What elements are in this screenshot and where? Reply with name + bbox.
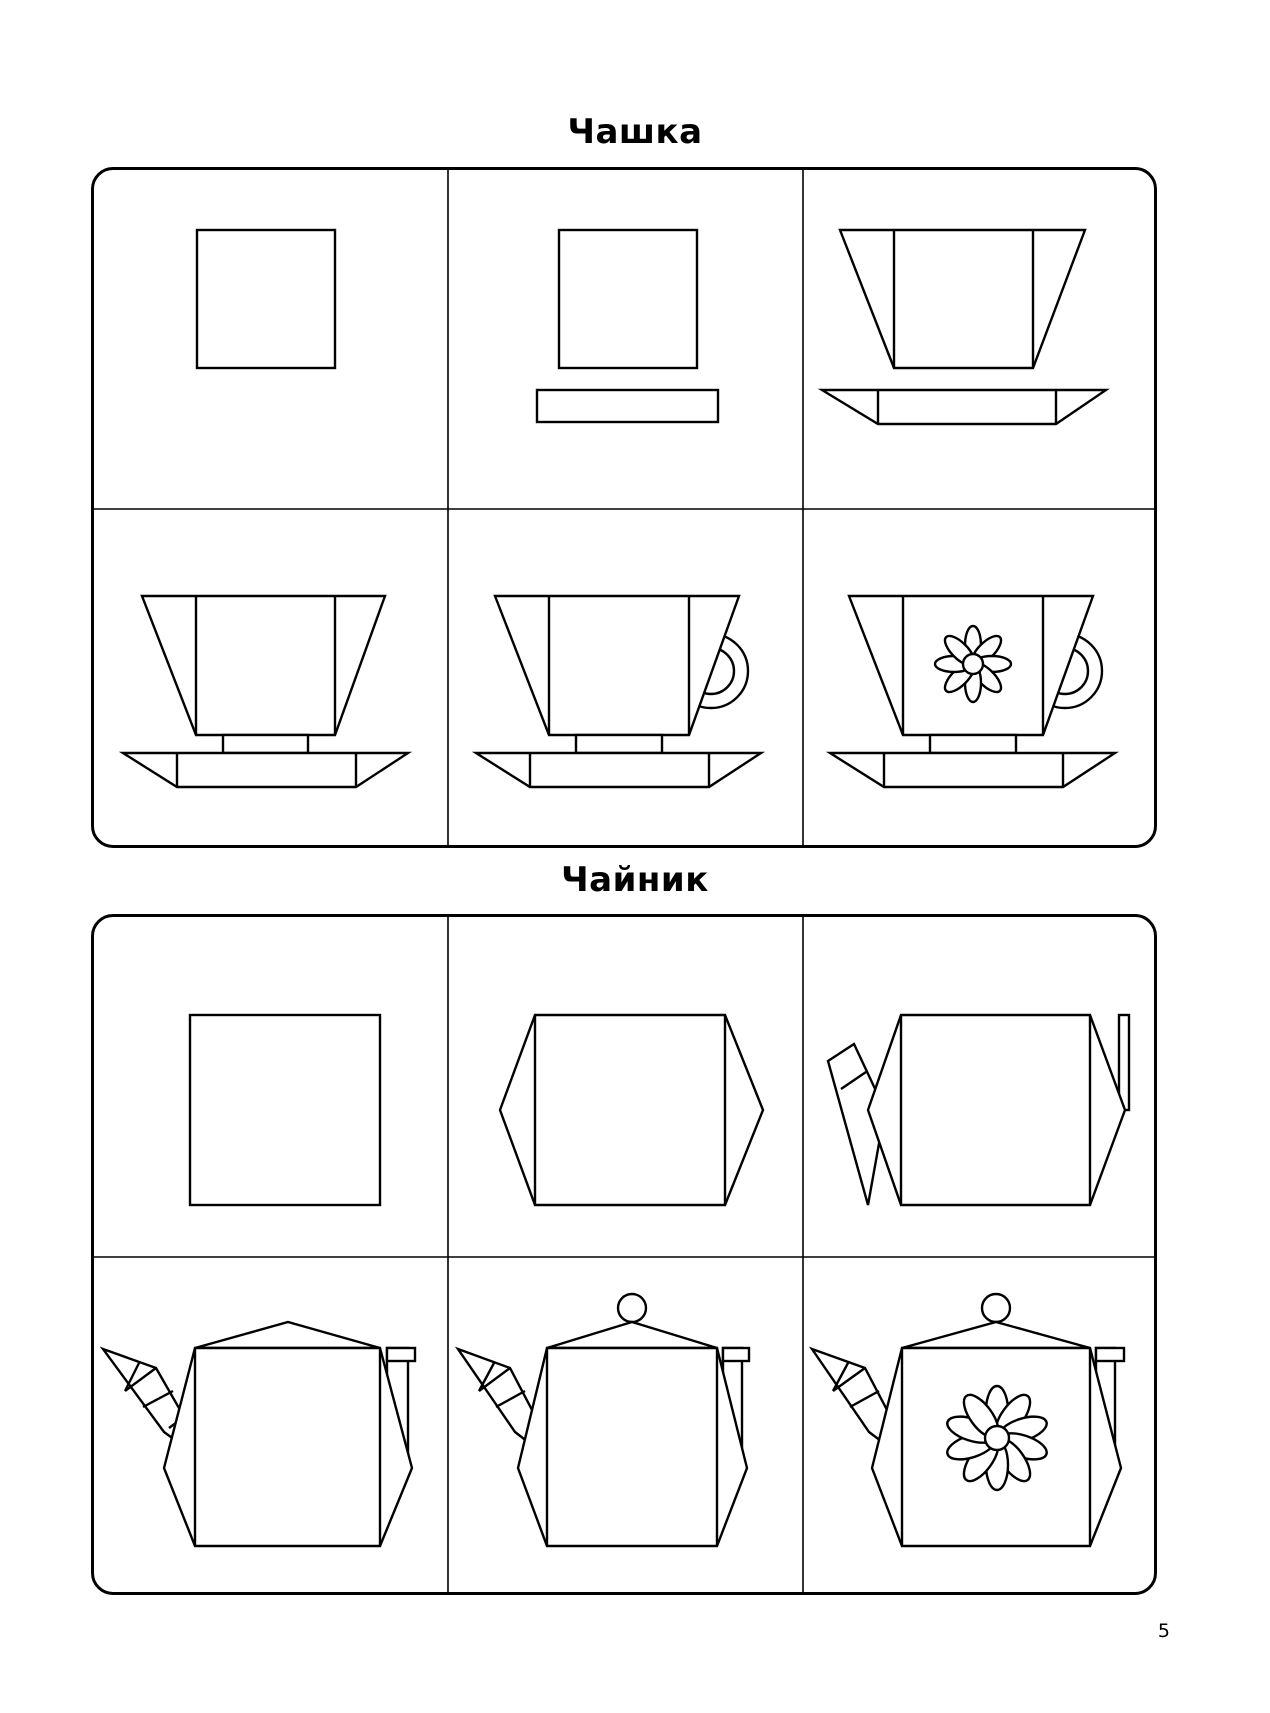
cup-step-1 [197,230,335,368]
teapot-step-4 [103,1322,415,1546]
teapot-steps-drawing [94,917,1157,1595]
cup-section-title: Чашка [567,112,703,152]
cup-step-5 [476,596,761,787]
teapot-section-title: Чайник [561,860,709,900]
cup-step-4 [123,596,408,787]
cup-steps-panel [91,167,1157,848]
teapot-step-2 [500,1015,763,1205]
teapot-steps-panel [91,914,1157,1595]
cup-flower [935,626,1011,702]
page-number: 5 [1157,1620,1170,1642]
cup-step-6 [830,596,1115,787]
cup-step-2 [537,230,718,422]
teapot-step-3 [828,1015,1129,1205]
teapot-step-1 [190,1015,380,1205]
teapot-step-5 [458,1294,749,1546]
cup-step-3 [822,230,1106,424]
teapot-step-6 [812,1294,1124,1546]
cup-steps-drawing [94,170,1157,848]
